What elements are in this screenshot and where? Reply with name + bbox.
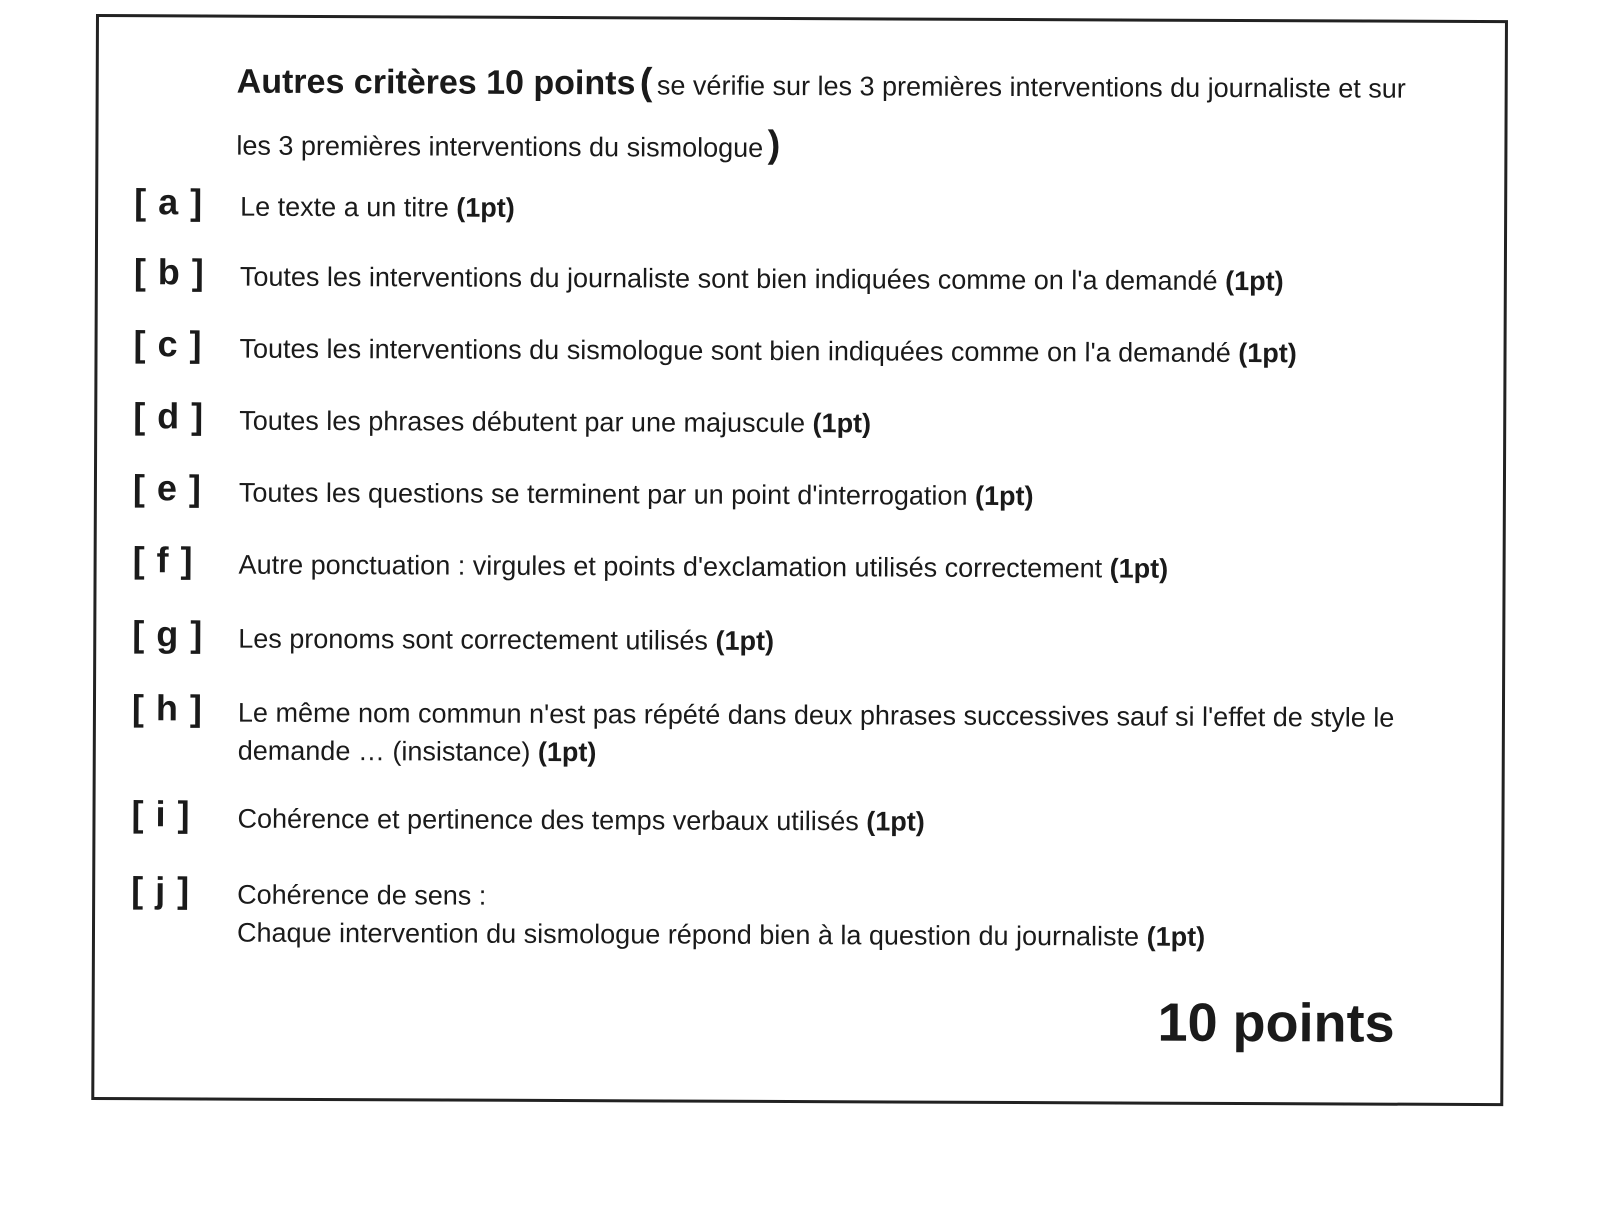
close-paren: ) — [767, 123, 781, 166]
criterion-j — [131, 869, 1471, 952]
criterion-points: (1pt) — [1109, 553, 1169, 584]
criteria-box — [91, 14, 1508, 1106]
criterion-a — [134, 181, 1474, 223]
criterion-b — [133, 251, 1474, 297]
criterion-key: [ c ] — [133, 323, 203, 365]
criterion-text: Cohérence de sens : Chaque intervention du sismologue répond bien à la question du journaliste (1pt) — [237, 876, 1471, 957]
criterion-key: [ e ] — [132, 467, 203, 509]
criterion-text: Cohérence et pertinence des temps verbaux utilisés (1pt) — [237, 803, 925, 837]
criterion-text: Toutes les phrases débutent par une majuscule (1pt) — [239, 405, 872, 439]
criterion-key: [ h ] — [131, 687, 204, 729]
criterion-g — [132, 613, 1472, 656]
criterion-text: Les pronoms sont correctement utilisés (1pt) — [238, 623, 775, 656]
criterion-points: (1pt) — [1146, 921, 1206, 952]
criterion-points: (1pt) — [715, 625, 775, 656]
criterion-text: Toutes les interventions du journaliste sont bien indiquées comme on l'a demandé (1pt) — [239, 261, 1284, 297]
criterion-e — [132, 467, 1473, 512]
criterion-c — [133, 323, 1474, 369]
criterion-text: Toutes les questions se terminent par un point d'interrogation (1pt) — [238, 477, 1034, 512]
criterion-key: [ d ] — [133, 395, 205, 437]
criterion-key: [ f ] — [132, 539, 194, 581]
criterion-points: (1pt) — [1238, 337, 1297, 369]
criterion-text: Toutes les interventions du sismologue sont bien indiquées comme on l'a demandé (1pt) — [239, 333, 1297, 369]
criterion-key: [ a ] — [134, 181, 204, 223]
open-paren: ( — [639, 61, 653, 104]
criterion-points: (1pt) — [1225, 265, 1284, 297]
criterion-d — [133, 395, 1473, 439]
criterion-h — [131, 687, 1472, 768]
criterion-text: Le même nom commun n'est pas répété dans deux phrases successives sauf si l'effet de style le demande … (insistance) (1pt) — [237, 697, 1395, 768]
criterion-text-line1: Cohérence de sens : — [237, 879, 487, 911]
criterion-key: [ i ] — [131, 793, 191, 835]
criterion-points: (1pt) — [974, 480, 1034, 512]
section-title: Autres critères 10 points — [236, 62, 636, 103]
criterion-points: (1pt) — [866, 806, 925, 837]
criterion-f — [132, 539, 1473, 584]
criterion-text: Autre ponctuation : virgules et points d'exclamation utilisés correctement (1pt) — [238, 549, 1169, 584]
criterion-i — [131, 793, 1472, 837]
criterion-key: [ j ] — [131, 869, 191, 911]
total-points: 10 points — [1157, 992, 1395, 1054]
criterion-key: [ g ] — [132, 613, 204, 655]
section-header — [236, 54, 1417, 183]
section-note: se vérifie sur les 3 premières interventions du journaliste et sur les 3 premières interventions du sismologue — [236, 70, 1406, 163]
criterion-points: (1pt) — [537, 736, 597, 768]
criterion-text: Le texte a un titre (1pt) — [240, 191, 515, 223]
criterion-points: (1pt) — [456, 192, 515, 223]
criterion-points: (1pt) — [812, 408, 872, 439]
criterion-key: [ b ] — [133, 251, 205, 293]
